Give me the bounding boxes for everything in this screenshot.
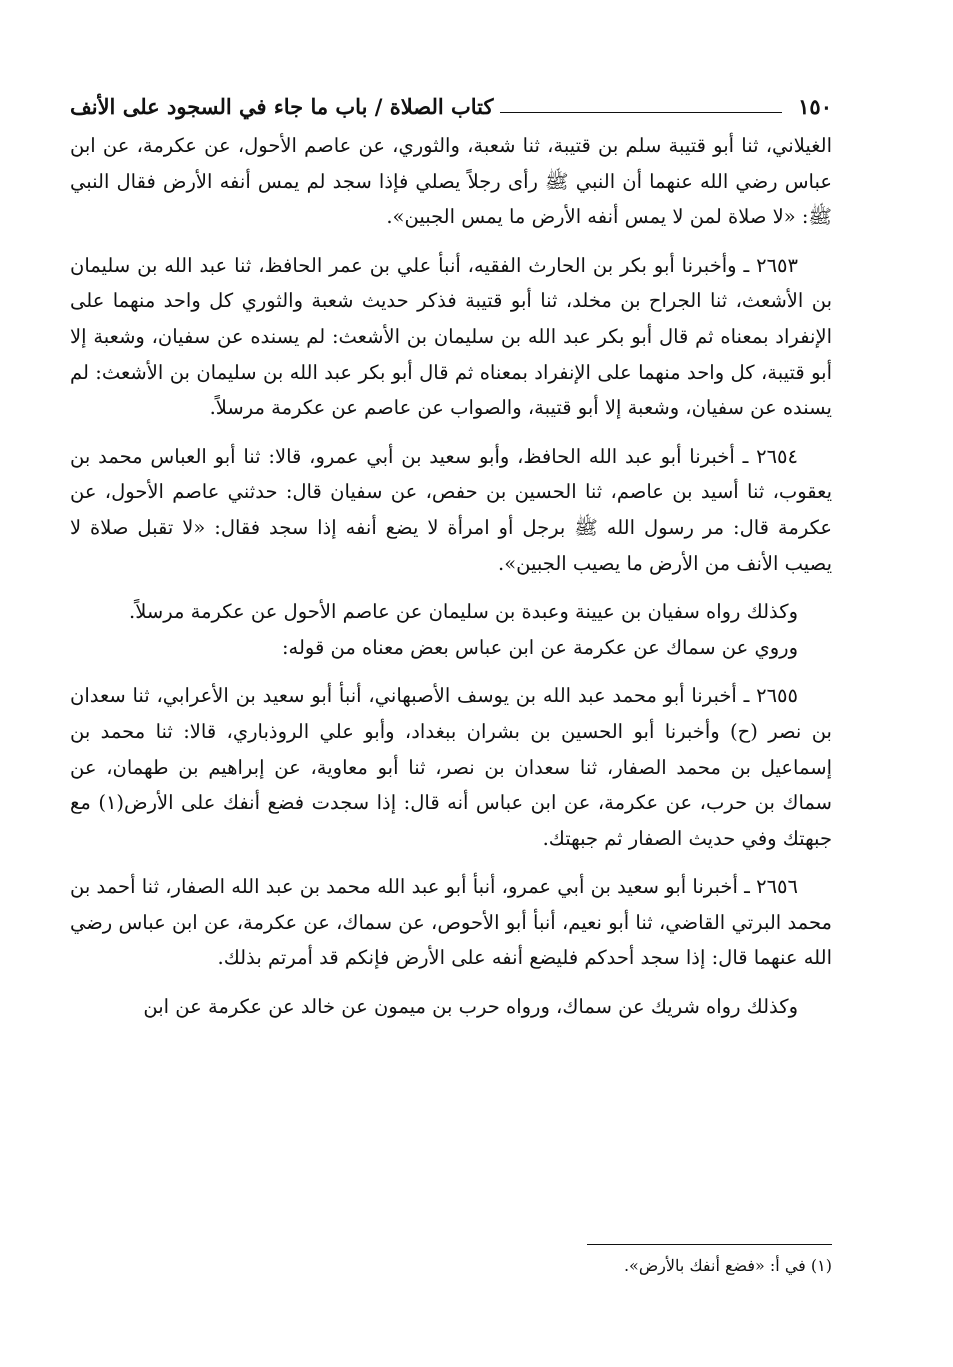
- footnote-1: (١) في أ: «فضع أنفك بالأرض».: [623, 1256, 832, 1275]
- running-header: [70, 86, 832, 120]
- page-number: ١٥٠: [798, 94, 832, 119]
- page: [70, 86, 832, 1038]
- paragraph-hadith-2653: ٢٦٥٣ ـ وأخبرنا أبو بكر بن الحارث الفقيه، أنبأ علي بن عمر الحافظ، ثنا عبد الله بن سليمان بن الأشعث، ثنا الجراح بن مخلد، ثنا أبو قتيبة فذكر حديث شعبة والثوري كل واحد منهما على الإنفراد بمعناه ثم قال أبو بكر عبد الله بن سليمان بن الأشعث: لم يسنده عن سفيان، وشعبة إلا أبو قتيبة، كل واحد منهما على الإنفراد بمعناه ثم قال أبو بكر عبد الله بن سليمان بن الأشعث: لم يسنده عن سفيان، وشعبة إلا أبو قتيبة، والصواب عن عاصم عن عكرمة مرسلاً.: [70, 253, 832, 420]
- paragraph-note: وروي عن سماك عن عكرمة عن ابن عباس بعض معناه من قوله:: [281, 635, 798, 659]
- footnote-rule: [587, 1244, 832, 1245]
- paragraph-note: وكذلك رواه سفيان بن عيينة وعبدة بن سليمان عن عاصم الأحول عن عكرمة مرسلاً.: [129, 600, 798, 624]
- paragraph-hadith-2656: ٢٦٥٦ ـ أخبرنا أبو سعيد بن أبي عمرو، أنبأ أبو عبد الله محمد بن عبد الله الصفار، ثنا أحمد بن محمد البرتي القاضي، ثنا أبو نعيم، أنبأ أبو الأحوص، عن سماك، عن عكرمة، عن ابن عباس رضي الله عنهما قال: إذا سجد أحدكم فليضع أنفه على الأرض فإنكم قد أمرتم بذلك.: [70, 875, 832, 970]
- paragraph-hadith-2654: ٢٦٥٤ ـ أخبرنا أبو عبد الله الحافظ، وأبو سعيد بن أبي عمرو، قالا: ثنا أبو العباس محمد بن يعقوب، ثنا أسيد بن عاصم، ثنا الحسين بن حفص، عن سفيان قال: حدثني عاصم الأحول، عن عكرمة قال: مر رسول الله ﷺ برجل أو امرأة لا يضع أنفه إذا سجد فقال: «لا تقبل صلاة لا يصيب الأنف من الأرض ما يصيب الجبين».: [70, 444, 832, 575]
- header-rule: [500, 112, 783, 113]
- paragraph-hadith-2655: ٢٦٥٥ ـ أخبرنا أبو محمد عبد الله بن يوسف الأصبهاني، أنبأ أبو سعيد بن الأعرابي، ثنا سعدان بن نصر (ح) وأخبرنا أبو الحسين بن بشران ببغداد، وأبو علي الروذباري، قالا: ثنا محمد بن إسماعيل بن محمد الصفار، ثنا سعدان بن نصر، ثنا أبو معاوية، عن إبراهيم بن طهمان، عن سماك بن حرب، عن عكرمة، عن ابن عباس أنه قال: إذا سجدت فضع أنفك على الأرض(١) مع جبهتك وفي حديث الصفار ثم جبهتك.: [70, 684, 832, 850]
- paragraph-continues: وكذلك رواه شريك عن سماك، ورواه حرب بن ميمون عن خالد عن عكرمة عن ابن: [143, 995, 798, 1019]
- footnotes: [70, 1244, 832, 1279]
- paragraph-continuation: الغيلاني، ثنا أبو قتيبة سلم بن قتيبة، ثنا شعبة، والثوري، عن عاصم الأحول، عن عكرمة، عن ابن عباس رضي الله عنهما أن النبي ﷺ رأى رجلاً يصلي فإذا سجد لم يمس أنفه الأرض فقال النبي ﷺ: «لا صلاة لمن لا يمس أنفه الأرض ما يمس الجبين».: [70, 134, 832, 229]
- running-title: كتاب الصلاة / باب ما جاء في السجود على الأنف: [70, 94, 494, 119]
- main-text: [70, 128, 832, 1025]
